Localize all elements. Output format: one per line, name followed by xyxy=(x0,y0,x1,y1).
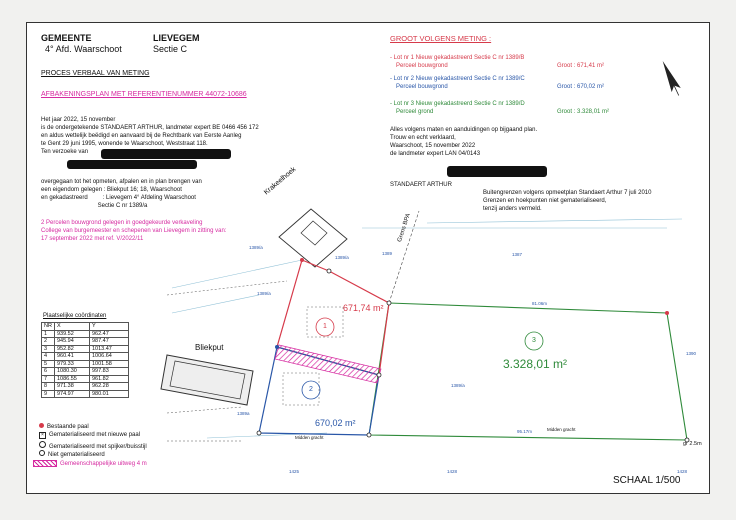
coord-cell: 997.83 xyxy=(89,368,128,376)
coord-cell: 7 xyxy=(42,375,55,383)
corner-point-9 xyxy=(377,373,381,377)
coord-cell: 939.52 xyxy=(54,330,89,338)
statement-line-1: Het jaar 2022, 15 november xyxy=(41,117,116,123)
coord-cell: 952.82 xyxy=(54,345,89,353)
buitengrenzen-line-3: tenzij anders vermeld. xyxy=(483,206,542,212)
street-krakeelhoek: Krakeelhoek xyxy=(263,165,298,197)
closing-line-1: Alles volgens maten en aanduidingen op bijgaand plan. xyxy=(390,127,538,133)
legend-item: × Gematerialiseerd met nieuwe paal xyxy=(39,432,140,439)
legend-item: Gematerialiseerd met spijker/buisstijl xyxy=(39,441,147,451)
survey-sheet xyxy=(26,22,710,494)
buitengrenzen-line-1: Buitengrenzen volgens opmeetplan Standaert Arthur 7 juli 2010 xyxy=(483,190,652,196)
corner-point-2 xyxy=(275,345,279,349)
parcel-label: 1389/a xyxy=(451,383,465,388)
cadastral-label: 1428 xyxy=(677,469,688,474)
lot3-line2: Perceel grond xyxy=(396,109,434,115)
coord-cell: 9 xyxy=(42,390,55,398)
corner-point-6 xyxy=(665,311,669,315)
street-bliekput: Bliekput xyxy=(195,343,224,352)
lot1-line1: - Lot nr 1 Nieuw gekadastreerd Sectie C nr 1389/B xyxy=(390,55,525,61)
lot2-number: 2 xyxy=(309,386,313,393)
midden-gracht-label: Midden gracht xyxy=(547,427,576,432)
sectie: Sectie C xyxy=(153,44,188,54)
coord-cell: 979.33 xyxy=(54,360,89,368)
afbakeningsplan-title: AFBAKENINGSPLAN MET REFERENTIENUMMER 44072-10686 xyxy=(41,91,247,98)
coord-cell: 4 xyxy=(42,353,55,361)
coord-cell: 962.28 xyxy=(89,383,128,391)
square-x-icon: × xyxy=(39,432,46,439)
coord-cell: 974.97 xyxy=(54,390,89,398)
gracht-note: gr 2.5m xyxy=(683,441,702,447)
background-lines xyxy=(172,219,682,438)
lot3-groot: Groot : 3.328,01 m² xyxy=(557,109,610,115)
coord-cell: 6 xyxy=(42,368,55,376)
coord-cell: 5 xyxy=(42,360,55,368)
building-outline xyxy=(307,307,343,337)
midden-gracht-label: Midden gracht xyxy=(295,435,324,440)
building-outline xyxy=(283,373,319,405)
coord-cell: 1013.47 xyxy=(89,345,128,353)
closing-line-2: Trouw en echt verklaard, xyxy=(390,135,456,141)
parcel-map xyxy=(27,23,711,495)
legend-item: Niet gematerialiseerd xyxy=(39,450,105,459)
lot2-line2: Perceel bouwgrond xyxy=(396,84,448,90)
statement-line-3: en aldus wettelijk beëdigd en aanvaard bij de Rechtbank van Eerste Aanleg xyxy=(41,133,242,139)
corner-point-8 xyxy=(367,433,371,437)
lot3-area: 3.328,01 m² xyxy=(503,357,568,371)
coord-cell: 3 xyxy=(42,345,55,353)
lot1-area: 671,74 m² xyxy=(343,303,384,313)
gemeente-value: LIEVEGEM xyxy=(153,33,200,43)
parcel-label: 1389/a xyxy=(249,245,263,250)
parcel-label: 1389/a xyxy=(257,291,271,296)
statement2-line-3: en gekadastreerd : Lievegem 4° Afdeling Waarschoot xyxy=(41,195,196,201)
cadastral-label: 1389 xyxy=(382,251,393,256)
legend-item: Bestaande paal xyxy=(39,423,89,431)
lot2-line1: - Lot nr 2 Nieuw gekadastreerd Sectie C nr 1389/C xyxy=(390,76,525,82)
statement2-line-1: overgegaan tot het opmeten, afpalen en in plan brengen van xyxy=(41,179,202,185)
coord-cell: 1006.64 xyxy=(89,353,128,361)
lot1-groot: Groot : 671,41 m² xyxy=(557,63,605,69)
coord-cell: 945.94 xyxy=(54,338,89,346)
lot2-groot: Groot : 670,02 m² xyxy=(557,84,605,90)
lot2-area: 670,02 m² xyxy=(315,418,356,428)
coords-header: Y xyxy=(89,323,128,331)
lot3-line1: - Lot nr 3 Nieuw gekadastreerd Sectie C nr 1389/D xyxy=(390,101,525,107)
signature-name: STANDAERT ARTHUR xyxy=(390,182,452,188)
legend-item: Gemeenschappelijke uitweg 4 m xyxy=(33,460,147,468)
dimension-bottom: 95.17m xyxy=(517,429,533,434)
cadastral-label: 1390 xyxy=(686,351,697,356)
magenta-line-2: College van burgemeester en schepenen van Lievegem in zitting van: xyxy=(41,228,227,234)
coords-header: X xyxy=(54,323,89,331)
closing-line-3: Waarschoot, 15 november 2022 xyxy=(390,143,476,149)
coord-cell: 1 xyxy=(42,330,55,338)
lot3-number: 3 xyxy=(532,337,536,344)
coord-cell: 960.41 xyxy=(54,353,89,361)
parcel-label: 1389a xyxy=(237,411,250,416)
north-arrow-icon xyxy=(658,59,683,98)
lot1-line2: Perceel bouwgrond xyxy=(396,63,448,69)
coords-title: Plaatselijke coördinaten xyxy=(43,313,107,319)
corner-points xyxy=(257,258,689,442)
groot-title: GROOT VOLGENS METING : xyxy=(390,34,492,43)
parcel-label: 1389/a xyxy=(335,255,349,260)
corner-point-4 xyxy=(327,269,331,273)
closing-line-4: de landmeter expert LAN 04/0143 xyxy=(390,151,481,157)
statement-line-5: Ten verzoeke van xyxy=(41,149,89,155)
coord-cell: 962.47 xyxy=(89,330,128,338)
coord-cell: 2 xyxy=(42,338,55,346)
street-grens-bpa: Grens BPA xyxy=(397,212,412,243)
corner-point-5 xyxy=(387,301,391,305)
coord-cell: 1086.55 xyxy=(54,375,89,383)
proces-verbaal-title: PROCES VERBAAL VAN METING xyxy=(41,70,150,77)
coords-header: NR xyxy=(42,323,55,331)
coord-cell: 980.01 xyxy=(89,390,128,398)
scale-label: SCHAAL 1/500 xyxy=(613,475,681,486)
buitengrenzen-line-2: Grenzen en hoekpunten niet gematerialiseerd, xyxy=(483,198,607,204)
magenta-line-1: 2 Percelen bouwgrond gelegen in goedgekeurde verkaveling xyxy=(41,220,203,226)
coord-cell: 1001.58 xyxy=(89,360,128,368)
bliekput-building xyxy=(161,355,253,405)
coord-cell: 971.38 xyxy=(54,383,89,391)
lot1-number: 1 xyxy=(323,323,327,330)
cadastral-label: 1428 xyxy=(447,469,458,474)
lot3-boundary xyxy=(369,303,687,440)
shared-access-hatch xyxy=(275,345,381,383)
statement-line-2: is de ondergetekende STANDAERT ARTHUR, landmeter expert BE 0466 456 172 xyxy=(41,125,259,131)
corner-point-3 xyxy=(300,258,304,262)
coord-cell: 8 xyxy=(42,383,55,391)
coord-cell: 961.82 xyxy=(89,375,128,383)
magenta-line-3: 17 september 2022 met ref. V/2022/11 xyxy=(41,236,144,242)
statement-line-4: te Gent 29 juni 1995, wonende te Waarschoot, Weststraat 118. xyxy=(41,141,208,147)
afdeling: 4° Afd. Waarschoot xyxy=(45,44,122,54)
dimension-top: 81.06m xyxy=(532,301,548,306)
corner-point-1 xyxy=(257,431,261,435)
statement2-line-2: een eigendom gelegen : Bliekput 16; 18, Waarschoot xyxy=(41,187,182,193)
gemeente-label: GEMEENTE xyxy=(41,33,92,43)
cadastral-label: 1425 xyxy=(289,469,300,474)
coord-cell: 987.47 xyxy=(89,338,128,346)
statement2-line-4: Sectie C nr 1389/a xyxy=(41,203,148,209)
cadastral-label: 1387 xyxy=(512,252,523,257)
coord-cell: 1080.30 xyxy=(54,368,89,376)
